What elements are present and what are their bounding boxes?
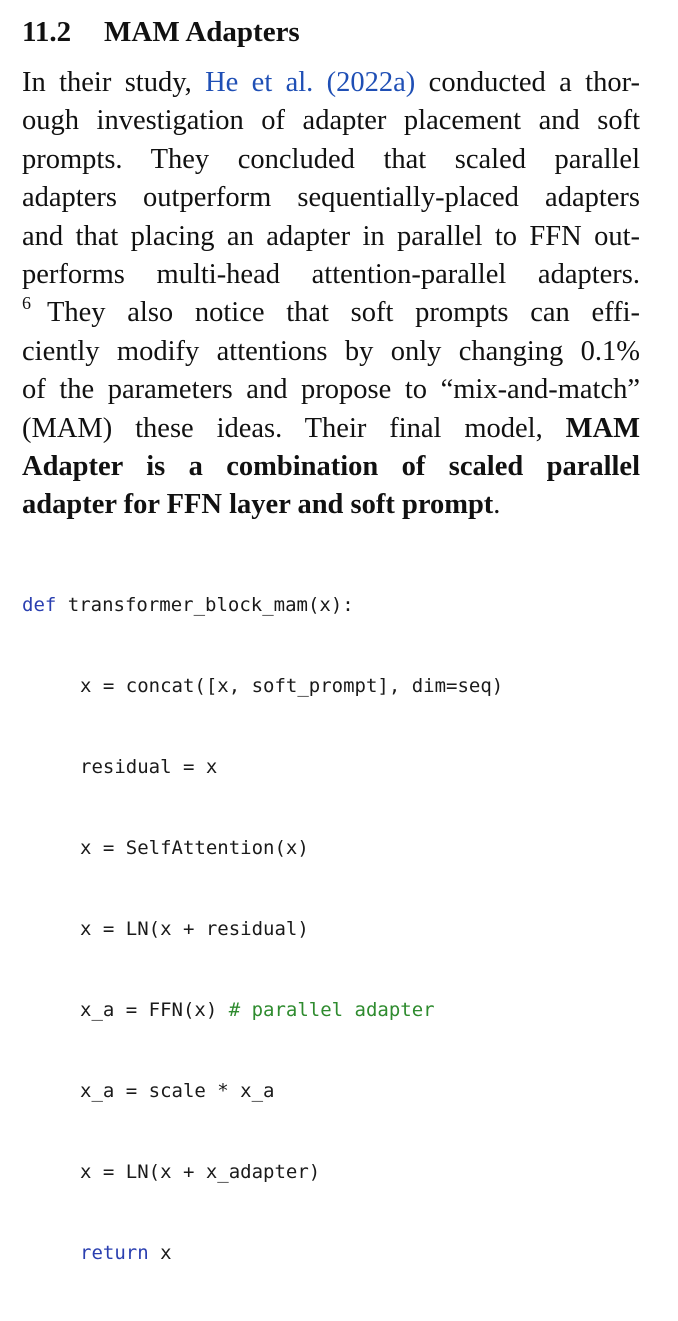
paragraph-line: [22, 64, 640, 102]
code-line: [22, 592, 503, 619]
paragraph-line: adapters outperform sequentially-placed adapters: [22, 182, 640, 214]
code-line: x_a = scale * x_a: [80, 1080, 275, 1102]
code-keyword: return: [80, 1242, 149, 1264]
text-span: In their study,: [22, 67, 206, 98]
paragraph-line: and that placing an adapter in parallel to FFN out-: [22, 220, 640, 252]
paragraph-line: [22, 294, 640, 332]
text-span: .: [493, 489, 501, 521]
code-text: x_a = FFN(x): [80, 999, 229, 1021]
paragraph-line: performs multi-head attention-parallel adapters.: [22, 258, 640, 290]
section-number: 11.2: [22, 16, 72, 48]
section-title: MAM Adapters: [104, 16, 300, 48]
paragraph-line: Adapter is a combination of scaled parallel: [22, 450, 640, 482]
text-span: conducted a thor-: [415, 67, 640, 98]
paragraph-line: of the parameters and propose to “mix-and-match”: [22, 374, 640, 406]
code-line: [22, 997, 503, 1024]
code-keyword: def: [22, 594, 57, 616]
code-line: x = LN(x + x_adapter): [80, 1161, 321, 1183]
footnote-marker[interactable]: 6: [22, 293, 31, 314]
paragraph-line: ciently modify attentions by only changing 0.1%: [22, 335, 640, 367]
paragraph-line: [22, 410, 640, 448]
citation-link[interactable]: He et al. (2022a): [205, 67, 416, 98]
code-text: transformer_block_mam(x):: [56, 594, 354, 616]
text-span: They also notice that soft prompts can effi-: [47, 297, 640, 329]
code-line: x = LN(x + residual): [80, 918, 309, 940]
code-line: [22, 1240, 503, 1267]
code-line: x = SelfAttention(x): [80, 837, 309, 859]
bold-text: MAM: [565, 412, 640, 444]
paragraph-line: ough investigation of adapter placement and soft: [22, 105, 640, 137]
paragraph-line: prompts. They concluded that scaled parallel: [22, 143, 640, 175]
code-text: x: [148, 1242, 172, 1264]
text-span: (MAM) these ideas. Their final model,: [22, 412, 566, 444]
body-paragraph: [22, 64, 640, 525]
bold-text: adapter for FFN layer and soft prompt: [22, 489, 494, 521]
paragraph-line: [22, 486, 640, 524]
code-line: x = concat([x, soft_prompt], dim=seq): [80, 675, 504, 697]
code-line: residual = x: [80, 756, 218, 778]
code-listing: [22, 538, 503, 1321]
section-heading: [22, 14, 300, 50]
code-comment: # parallel adapter: [228, 999, 435, 1021]
